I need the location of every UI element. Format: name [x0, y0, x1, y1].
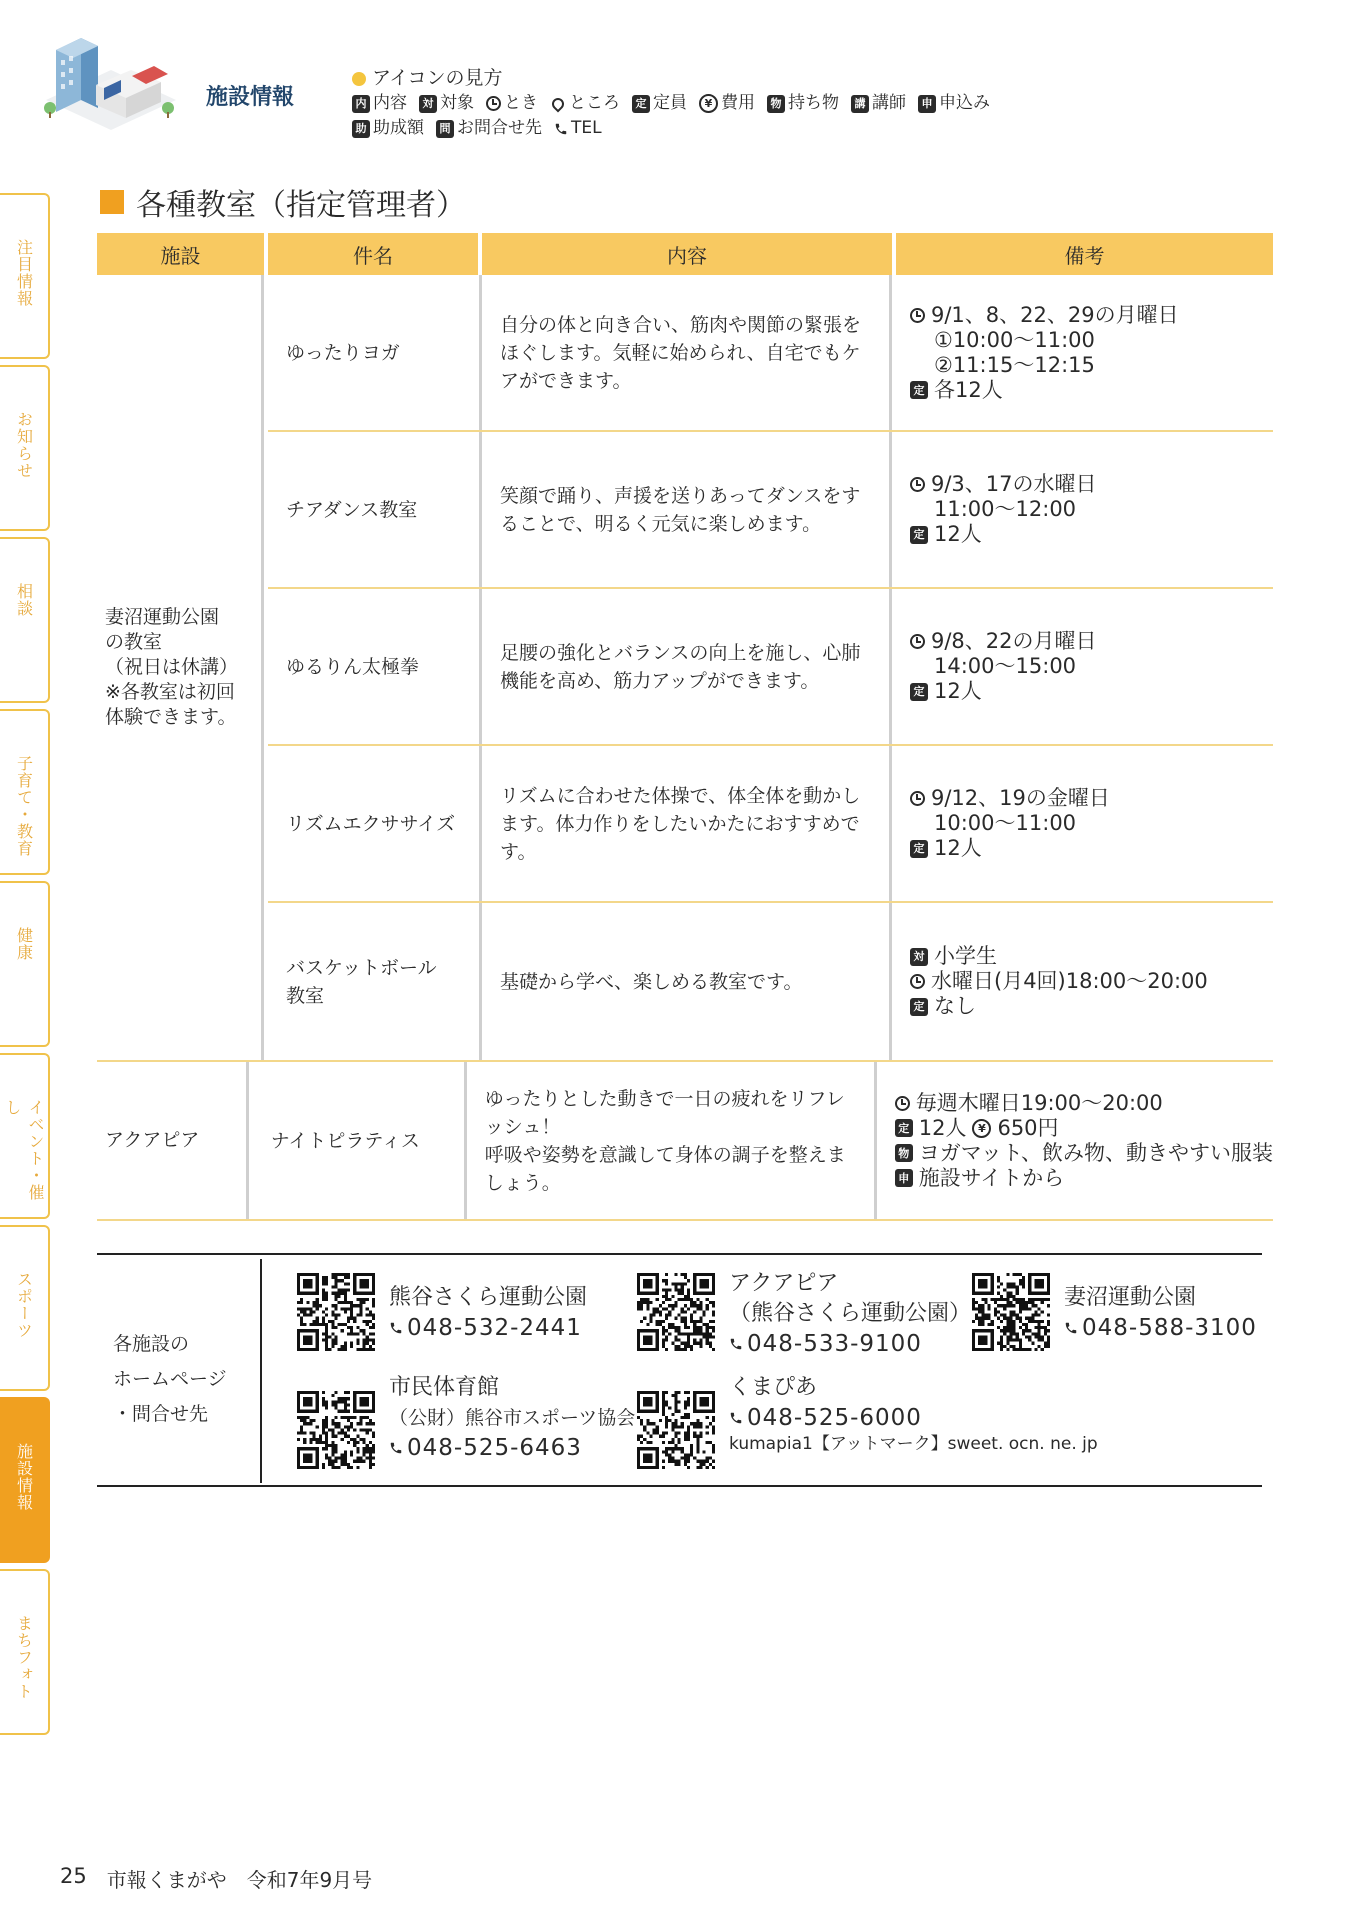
contact-name: くまぴあ: [729, 1375, 818, 1400]
note-line: [910, 353, 1095, 378]
badge-icon: 講: [851, 95, 869, 113]
contact-tel: [389, 1433, 635, 1463]
badge-icon: 定: [910, 998, 928, 1016]
legend-title: アイコンの見方: [372, 67, 503, 89]
class-description: 足腰の強化とバランスの向上を施し、心肺機能を高め、筋力アップができます。: [482, 589, 892, 744]
legend-label: とき: [504, 93, 538, 113]
table-row: [268, 432, 1273, 589]
contact-tel: [729, 1403, 1098, 1433]
note-text: 12人: [934, 522, 982, 546]
bullet-dot-icon: [352, 72, 366, 86]
header-facility: 施設: [97, 233, 264, 275]
section-title: 各種教室（指定管理者）: [100, 180, 466, 224]
note-text: ①10:00〜11:00: [934, 327, 1095, 352]
class-name: チアダンス教室: [268, 432, 482, 587]
clock-icon: [486, 96, 501, 111]
contact-subname: （公財）熊谷市スポーツ協会: [389, 1407, 636, 1429]
legend-label: 講師: [872, 93, 906, 113]
side-tab[interactable]: [0, 881, 50, 1047]
badge-icon: 対: [910, 948, 928, 966]
class-notes: [892, 903, 1273, 1060]
legend-label: TEL: [571, 118, 602, 138]
table-row: [268, 903, 1273, 1060]
note-text: ヨガマット、飲み物、動きやすい服装: [918, 1140, 1273, 1165]
icon-legend: [352, 66, 990, 141]
class-description: ゆったりとした動きで一日の疲れをリフレッシュ！ 呼吸や姿勢を意識して身体の調子を整えましょう。: [467, 1062, 877, 1219]
note-line: [895, 1141, 1273, 1166]
class-notes: [892, 589, 1273, 744]
legend-item: [918, 91, 990, 116]
note-line: [910, 522, 982, 547]
yen-icon: ¥: [699, 94, 718, 113]
legend-item: [554, 116, 602, 141]
note-text: 12人: [934, 836, 982, 860]
badge-icon: 物: [895, 1144, 913, 1162]
legend-label: 助成額: [373, 118, 424, 138]
legend-label: 費用: [721, 93, 755, 113]
contact-email: kumapia1【アットマーク】sweet. ocn. ne. jp: [729, 1434, 1098, 1454]
phone-icon: [389, 1441, 403, 1455]
side-tab[interactable]: [0, 1569, 50, 1735]
badge-icon: 定: [910, 381, 928, 399]
footer: [60, 1864, 372, 1893]
contacts-section: [97, 1253, 1262, 1487]
side-tab-label: お知らせ: [14, 411, 34, 479]
note-line: [910, 836, 982, 861]
header-content: 内容: [482, 233, 892, 275]
side-tab[interactable]: [0, 1225, 50, 1391]
class-name: バスケットボール 教室: [268, 903, 482, 1060]
legend-label: 内容: [373, 93, 407, 113]
contact-tel: [729, 1329, 971, 1359]
class-notes: [892, 432, 1273, 587]
badge-icon: 定: [910, 840, 928, 858]
side-tab[interactable]: [0, 709, 50, 875]
note-line: [910, 944, 997, 969]
note-line: [910, 994, 976, 1019]
contacts-label: 各施設の ホームページ ・問合せ先: [113, 1333, 227, 1425]
note-line: [895, 1091, 1163, 1116]
badge-icon: 内: [352, 95, 370, 113]
badge-icon: 対: [419, 95, 437, 113]
side-tab[interactable]: [0, 1397, 50, 1563]
clock-icon: [910, 974, 925, 989]
facility-cell: 妻沼運動公園 の教室 （祝日は休講） ※各教室は初回 体験できます。: [97, 275, 264, 1060]
note-text: 14:00〜15:00: [934, 654, 1077, 678]
facility-cell: アクアピア: [97, 1062, 249, 1219]
phone-icon: [389, 1321, 403, 1335]
note-text: 毎週木曜日19:00〜20:00: [915, 1090, 1163, 1115]
clock-icon: [910, 477, 925, 492]
side-tab-label: 施設情報: [14, 1443, 34, 1511]
class-name: ゆるりん太極拳: [268, 589, 482, 744]
note-text: 11:00〜12:00: [934, 497, 1077, 521]
note-text: 9/12、19の金曜日: [931, 786, 1110, 810]
side-tab-label: スポーツ: [14, 1271, 34, 1339]
badge-icon: 物: [767, 95, 785, 113]
page-number: 25: [60, 1864, 87, 1888]
note-line: [910, 786, 1110, 811]
badge-icon: 問: [436, 120, 454, 138]
contact-item: [1064, 1283, 1257, 1343]
legend-label: 対象: [440, 93, 474, 113]
facility-rows: [268, 275, 1273, 1060]
table-row: [268, 589, 1273, 746]
qr-code-icon[interactable]: [297, 1273, 375, 1351]
square-bullet-icon: [100, 190, 124, 214]
class-description: 自分の体と向き合い、筋肉や関節の緊張をほぐします。気軽に始められ、自宅でもケアができます。: [482, 275, 892, 430]
header-notes: 備考: [896, 233, 1273, 275]
table-row: [268, 746, 1273, 903]
legend-item: [767, 91, 839, 116]
badge-icon: 定: [895, 1119, 913, 1137]
side-tab[interactable]: [0, 365, 50, 531]
note-text: 12人: [918, 1115, 967, 1140]
badge-icon: 申: [895, 1169, 913, 1187]
class-notes: [892, 275, 1273, 430]
pin-icon: [550, 95, 567, 112]
tel-number: 048-588-3100: [1082, 1315, 1257, 1341]
class-name: ナイトピラティス: [253, 1062, 467, 1219]
note-line: [910, 472, 1097, 497]
contact-item: [389, 1283, 587, 1343]
header-name: 件名: [268, 233, 478, 275]
facility-group: [97, 1062, 1273, 1221]
side-tab-label: 注目情報: [14, 239, 34, 307]
note-line: [910, 303, 1179, 328]
note-line: [910, 811, 1076, 836]
legend-label: 申込み: [939, 93, 990, 113]
contact-name: 市民体育館: [389, 1375, 500, 1400]
contact-item: [729, 1373, 1098, 1455]
phone-icon: [554, 122, 568, 136]
phone-icon: [1064, 1321, 1078, 1335]
table-row: [253, 1062, 1273, 1219]
note-line: [895, 1166, 1065, 1191]
side-tab-label: まちフォト: [14, 1615, 34, 1700]
badge-icon: 定: [632, 95, 650, 113]
facility-group: [97, 275, 1273, 1062]
legend-item: [699, 91, 755, 116]
note-line: [910, 497, 1076, 522]
clock-icon: [910, 308, 925, 323]
yen-icon: ¥: [972, 1119, 991, 1138]
legend-item: [419, 91, 474, 116]
badge-icon: 定: [910, 683, 928, 701]
note-text: ②11:15〜12:15: [934, 352, 1095, 377]
qr-code-icon[interactable]: [972, 1273, 1050, 1351]
note-line: [895, 1116, 1059, 1141]
note-text: 9/1、8、22、29の月曜日: [931, 302, 1179, 327]
legend-label: 定員: [653, 93, 687, 113]
badge-icon: 定: [910, 526, 928, 544]
facility-rows: [253, 1062, 1273, 1219]
clock-icon: [910, 634, 925, 649]
table-header: [97, 233, 1273, 275]
note-line: [910, 654, 1076, 679]
legend-label: お問合せ先: [457, 118, 542, 138]
phone-icon: [729, 1337, 743, 1351]
side-tab-label: 相談: [14, 583, 34, 617]
publication-name: 市報くまがや 令和7年9月号: [106, 1868, 373, 1892]
side-tab-label: 健康: [14, 927, 34, 961]
contact-name: アクアピア: [729, 1271, 839, 1296]
facility-illustration: [36, 30, 186, 130]
class-name: ゆったりヨガ: [268, 275, 482, 430]
clock-icon: [895, 1096, 910, 1111]
note-text: 9/3、17の水曜日: [931, 472, 1097, 496]
note-text: 9/8、22の月曜日: [931, 629, 1097, 653]
side-tab[interactable]: [0, 1053, 50, 1219]
header-title: 施設情報: [206, 85, 295, 110]
note-text: 水曜日(月4回)18:00〜20:00: [931, 969, 1208, 993]
note-line: [910, 679, 982, 704]
legend-item: [436, 116, 542, 141]
class-description: 基礎から学べ、楽しめる教室です。: [482, 903, 892, 1060]
side-tab-label: イベント・催し: [3, 1099, 45, 1201]
note-text: 各12人: [934, 377, 1003, 402]
contact-tel: [1064, 1313, 1257, 1343]
legend-item: [352, 91, 407, 116]
side-tab-label: 子育て・教育: [14, 755, 34, 857]
note-line: [910, 629, 1097, 654]
tel-number: 048-533-9100: [747, 1331, 922, 1357]
note-line: [910, 328, 1095, 353]
note-text: 小学生: [934, 944, 997, 968]
side-tab[interactable]: [0, 193, 50, 359]
classes-table: [97, 233, 1273, 1221]
legend-label: 持ち物: [788, 93, 839, 113]
contact-name: 熊谷さくら運動公園: [389, 1285, 588, 1310]
class-name: リズムエクササイズ: [268, 746, 482, 901]
contact-item: [729, 1269, 971, 1359]
contact-item: [389, 1373, 635, 1463]
table-row: [268, 275, 1273, 432]
tel-number: 048-525-6463: [407, 1435, 582, 1461]
class-description: リズムに合わせた体操で、体全体を動かします。体力作りをしたいかたにおすすめです。: [482, 746, 892, 901]
legend-item: [486, 91, 538, 116]
note-text: 施設サイトから: [918, 1165, 1065, 1190]
qr-code-icon[interactable]: [297, 1391, 375, 1469]
class-notes: [877, 1062, 1273, 1219]
note-line: [910, 969, 1208, 994]
legend-item: [851, 91, 906, 116]
class-description: 笑顔で踊り、声援を送りあってダンスをすることで、明るく元気に楽しめます。: [482, 432, 892, 587]
legend-item: [550, 91, 620, 116]
tel-number: 048-532-2441: [407, 1315, 582, 1341]
badge-icon: 申: [918, 95, 936, 113]
note-text: なし: [934, 994, 976, 1018]
qr-code-icon[interactable]: [637, 1273, 715, 1351]
contact-tel: [389, 1313, 587, 1343]
side-tab[interactable]: [0, 537, 50, 703]
note-text: 10:00〜11:00: [934, 811, 1077, 835]
contact-subname: （熊谷さくら運動公園）: [729, 1301, 972, 1326]
phone-icon: [729, 1411, 743, 1425]
legend-item: [632, 91, 687, 116]
note-line: [910, 378, 1003, 403]
legend-label: ところ: [569, 93, 620, 113]
clock-icon: [910, 791, 925, 806]
divider: [260, 1259, 262, 1483]
class-notes: [892, 746, 1273, 901]
tel-number: 048-525-6000: [747, 1405, 922, 1431]
note-text: 12人: [934, 679, 982, 703]
legend-item: [352, 116, 424, 141]
badge-icon: 助: [352, 120, 370, 138]
contact-name: 妻沼運動公園: [1064, 1285, 1197, 1310]
qr-code-icon[interactable]: [637, 1391, 715, 1469]
fee-text: 650円: [997, 1115, 1059, 1140]
